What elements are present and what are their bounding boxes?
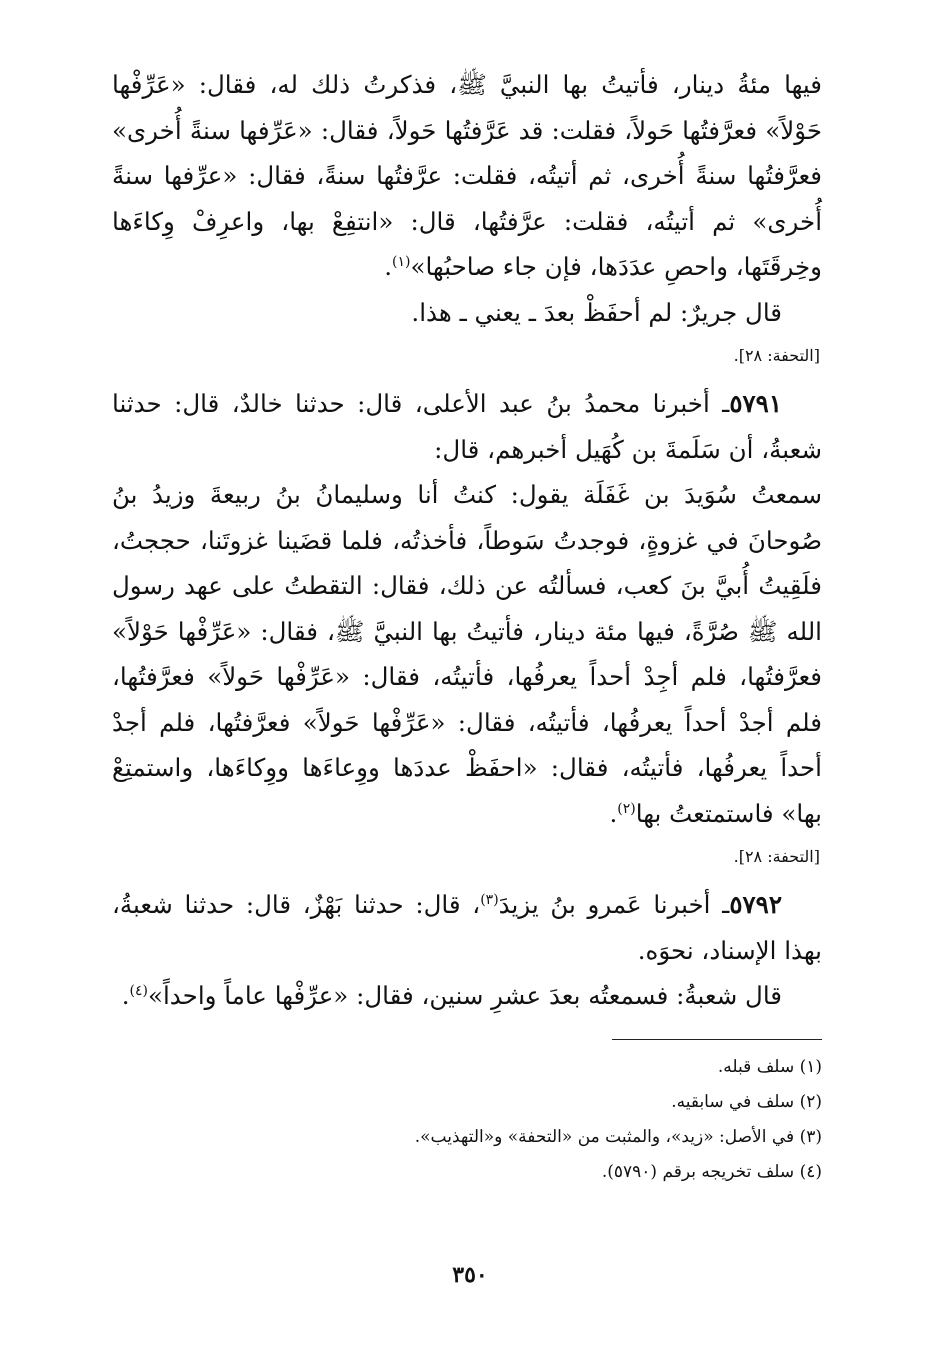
paragraph-suwayd (112, 472, 822, 836)
hadith-isnad-start: ـ أخبرنا عَمرو بنُ يزيدَ (498, 890, 730, 919)
paragraph-text: قال شعبةُ: فسمعتُه بعدَ عشرِ سنين، فقال: «عرِّفْها عاماً واحداً» (148, 981, 782, 1010)
footnote-divider (612, 1039, 822, 1040)
footnote-3: (٣) في الأصل: «زيد»، والمثبت من «التحفة» و«التهذيب». (414, 1126, 822, 1147)
tuhfa-citation-2: [التحفة: ٢٨]. (733, 847, 820, 866)
period: . (121, 981, 130, 1010)
hadith-number: ٥٧٩٢ (729, 890, 782, 919)
hadith-isnad-end: ، قال: حدثنا بَهْزٌ، قال: حدثنا شعبةُ، بهذا الإسناد، نحوَه. (112, 890, 822, 965)
period: . (384, 252, 392, 281)
footnote-ref-2: (٢) (617, 800, 636, 817)
footnote-ref-1: (١) (391, 253, 411, 270)
footnote-ref-4: (٤) (129, 982, 149, 999)
hadith-5792 (112, 882, 822, 973)
paragraph-shuba (112, 973, 822, 1019)
hadith-isnad: ـ أخبرنا محمدُ بنُ عبد الأعلى، قال: حدثنا خالدٌ، قال: حدثنا شعبةُ، أن سَلَمةَ بن كُهَيل أخبرهم، قال: (112, 389, 822, 464)
period: . (609, 798, 618, 828)
footnotes (112, 1050, 822, 1190)
paragraph-text: سمعتُ سُوَيدَ بن غَفَلَة يقول: كنتُ أنا وسليمانُ بنُ ربيعةَ وزيدُ بنُ صُوحانَ في غزوةٍ، فوجدتُ سَوطاً، فأخذتُه، فلما قضَينا غزوتَنا، حججتُ، فلَقِيتُ أُبيَّ بنَ كعب، فسألتُه عن ذلك، فقال: التقطتُ على عهد رسول الله ﷺ صُرَّةً، فيها مئة دينار، فأتيتُ بها النبيَّ ﷺ، فقال: «عَرِّفْها حَوْلاً» فعرَّفتُها، فلم أجِدْ أحداً يعرفُها، فأتيتُه، فقال: «عَرِّفْها حَولاً» فعرَّفتُها، فلم أجدْ أحداً يعرفُها، فأتيتُه، فقال: «عَرِّفْها حَولاً» فعرَّفتُها، فلم أجدْ أحداً يعرفُها، فأتيتُه، فقال: «احفَظْ عددَها ووِعاءَها ووِكاءَها، واستمتِعْ بها» فاستمتعتُ بها (112, 480, 822, 828)
hadith-5791 (112, 381, 822, 472)
paragraph-text: فيها مئةُ دينار، فأتيتُ بها النبيَّ ﷺ، فذكرتُ ذلك له، فقال: «عَرِّفْها حَوْلاً» فعرَّفتُها حَولاً، فقلت: قد عَرَّفتُها حَولاً، فقال: «عَرِّفها سنةً أُخرى» فعرَّفتُها سنةً أُخرى، ثم أتيتُه، فقلت: عرَّفتُها سنةً، فقال: «عرِّفها سنةً أُخرى» ثم أتيتُه، فقلت: عرَّفتُها، قال: «انتفِعْ بها، واعرِفْ وِكاءَها وخِرقَتَها، واحصِ عدَدَها، فإن جاء صاحبُها» (112, 70, 822, 281)
footnote-ref-3: (٣) (480, 891, 499, 908)
footnote-1: (١) سلف قبله. (717, 1056, 822, 1077)
paragraph-continuation (112, 62, 822, 290)
hadith-number: ٥٧٩١ (729, 389, 782, 418)
footnote-4: (٤) سلف تخريجه برقم (٥٧٩٠). (601, 1161, 822, 1182)
tuhfa-citation-1: [التحفة: ٢٨]. (733, 346, 820, 365)
paragraph-jarir: قال جريرٌ: لم أحفَظْ بعدَ ـ يعني ـ هذا. (411, 297, 782, 327)
page-number: ٣٥٠ (452, 1262, 488, 1288)
footnote-2: (٢) سلف في سابقيه. (671, 1091, 822, 1112)
